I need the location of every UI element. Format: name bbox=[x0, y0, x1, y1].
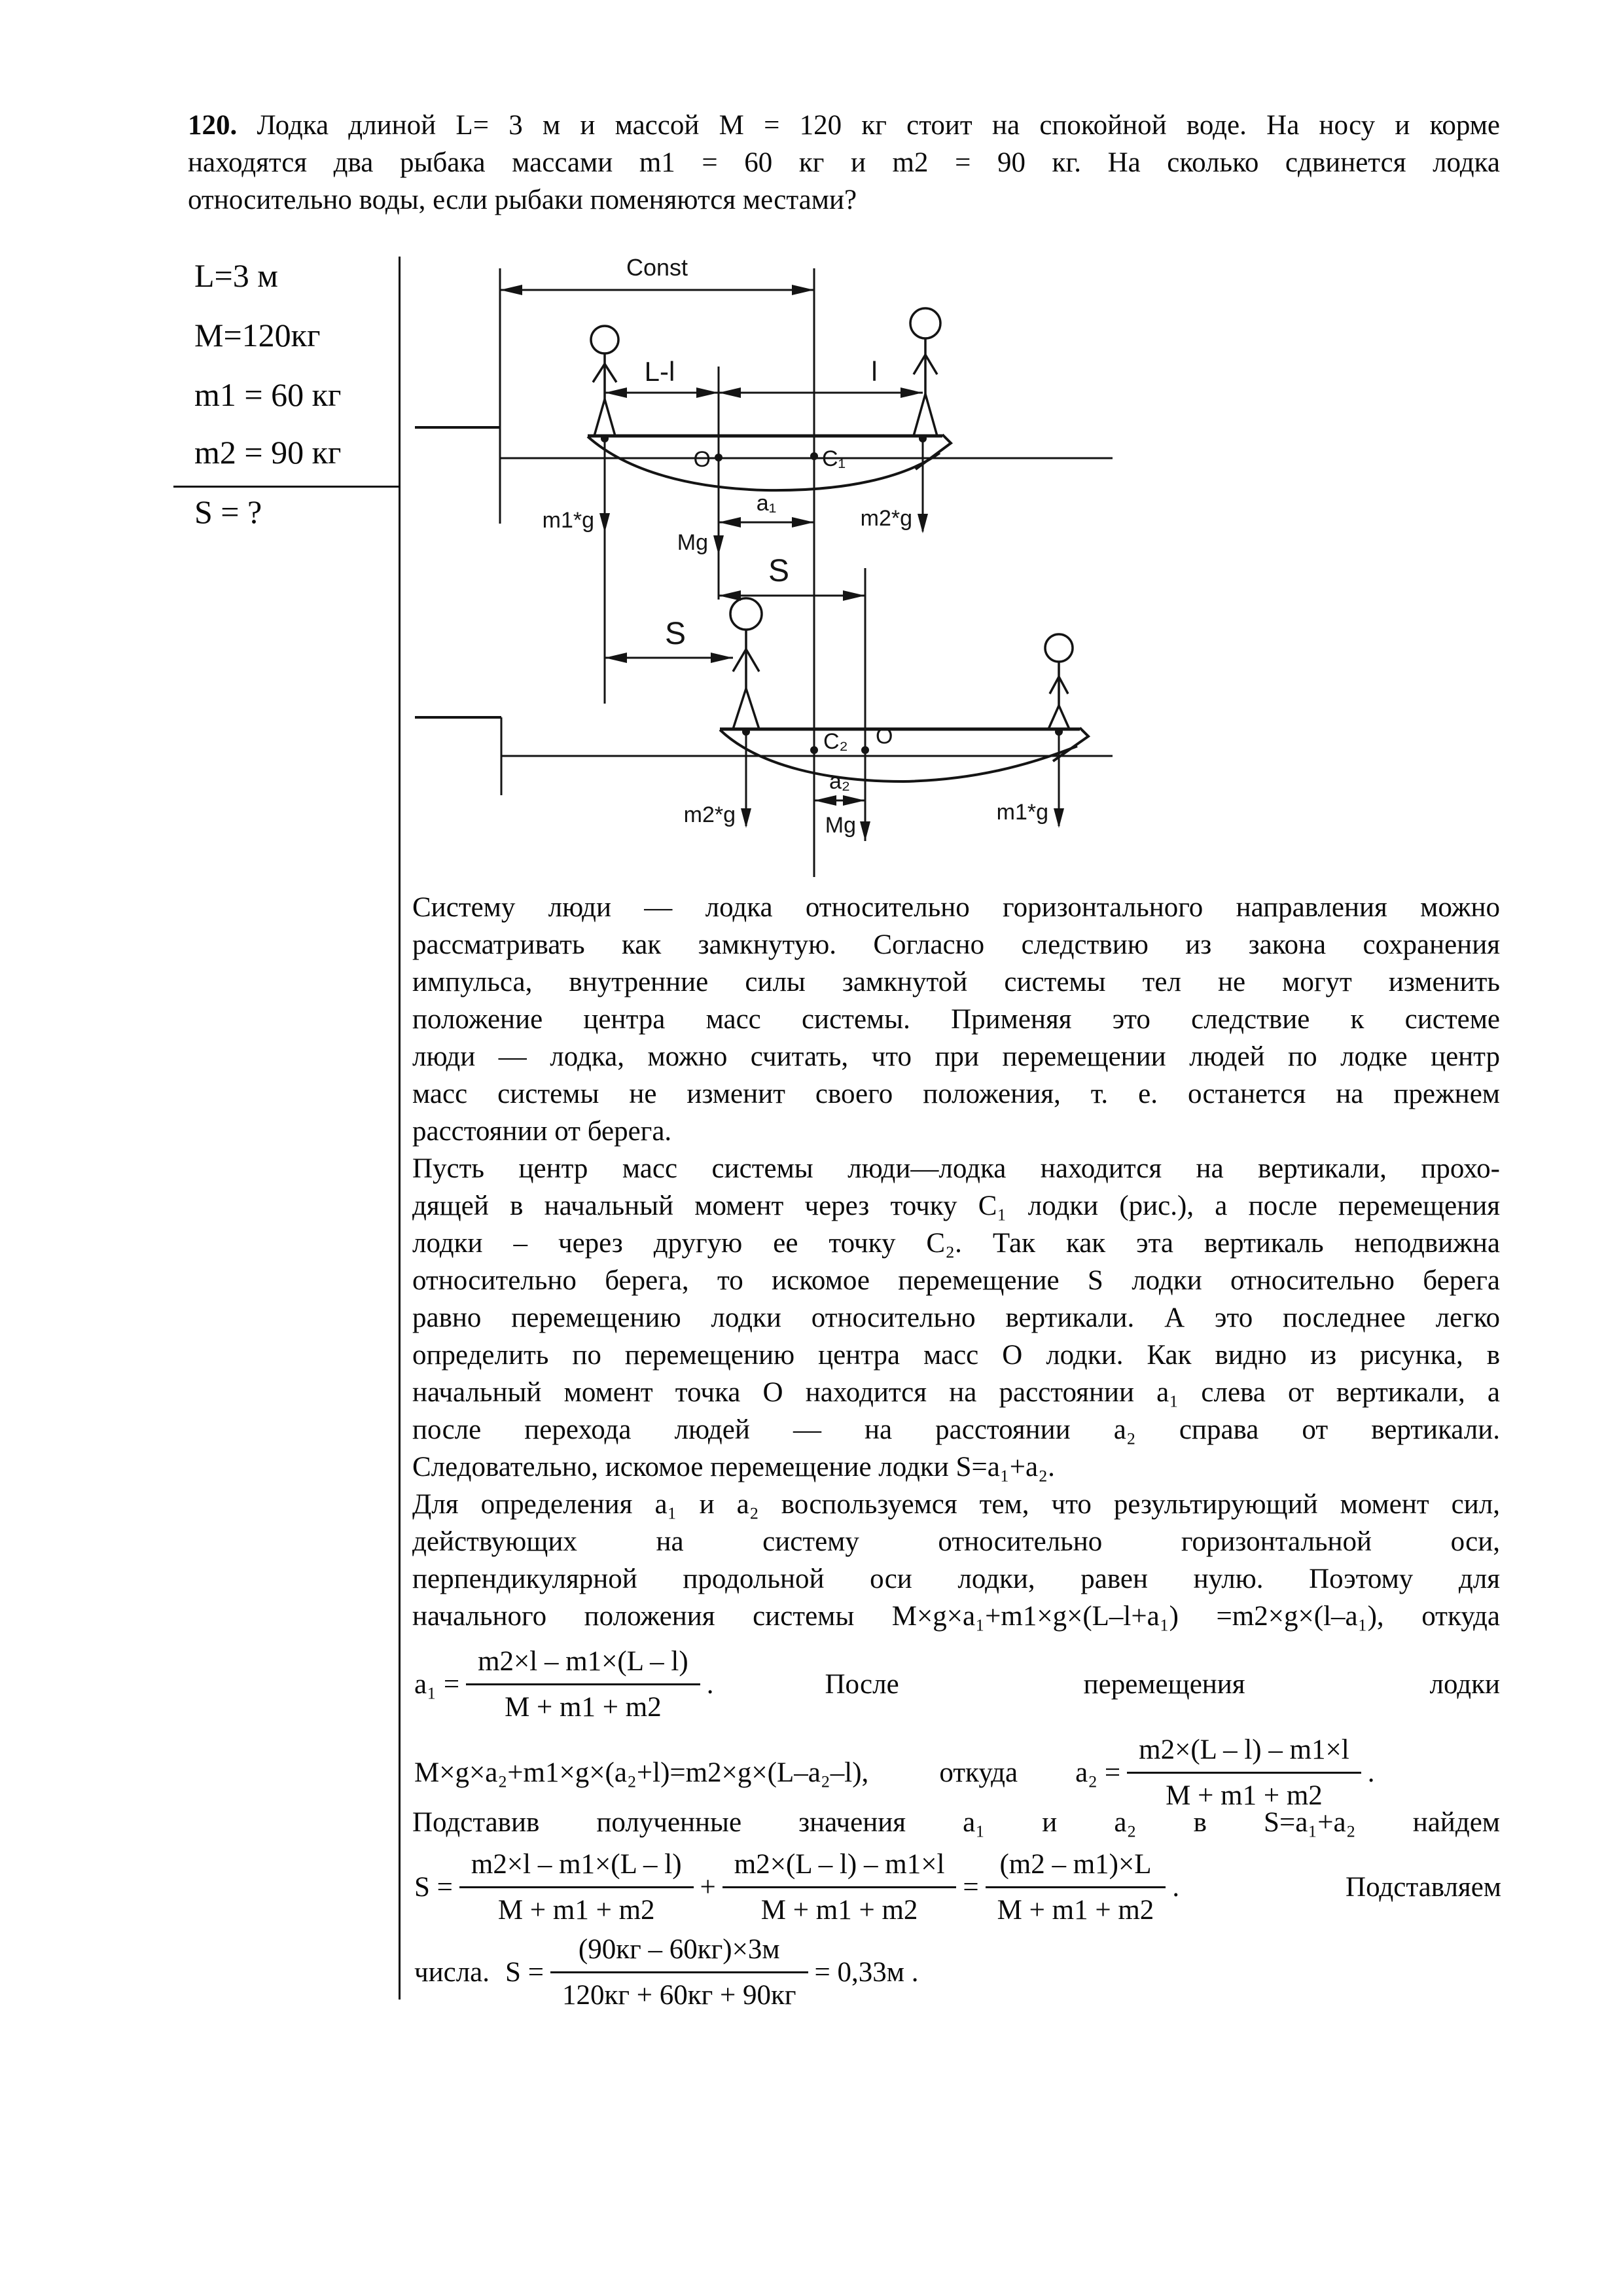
answer-result: = 0,33м . bbox=[814, 1956, 919, 1988]
figure-leg bbox=[605, 399, 615, 436]
figure-arm bbox=[605, 364, 616, 382]
l-label: l bbox=[871, 356, 878, 387]
fraction-denominator: M + m1 + m2 bbox=[1166, 1780, 1323, 1811]
figure-arm bbox=[1059, 677, 1068, 694]
S-fraction-3 bbox=[986, 1847, 1166, 1928]
given-separator-line bbox=[173, 486, 401, 488]
solution-line: Пусть центр масс системы люди—лодка находится на вертикали, прохо- bbox=[412, 1153, 1500, 1184]
m1g-arrowhead-2 bbox=[1054, 808, 1064, 828]
solution-line: относительно берега, то искомое перемещение S лодки относительно берега bbox=[412, 1265, 1500, 1296]
upper-boat-scene bbox=[415, 254, 1113, 877]
a1-fraction bbox=[466, 1644, 700, 1725]
m1g-label: m1*g bbox=[542, 508, 594, 533]
problem-line: находятся два рыбака массами m1 = 60 кг и m2 = 90 кг. На сколько сдвинется лодка bbox=[188, 147, 1500, 178]
fraction-numerator: (90кг – 60кг)×3м bbox=[550, 1932, 808, 1973]
point-O2-dot bbox=[861, 746, 869, 754]
point-C2-dot bbox=[810, 746, 818, 754]
figure-arm bbox=[593, 364, 605, 382]
figure-arm bbox=[733, 649, 746, 672]
m2g-label-2: m2*g bbox=[683, 802, 736, 827]
problem-number: 120. bbox=[188, 110, 238, 141]
fraction-denominator: M + m1 + m2 bbox=[997, 1894, 1154, 1926]
m2g-arrowhead bbox=[918, 514, 928, 533]
period: . bbox=[1367, 1757, 1375, 1788]
word-chisla: числа. bbox=[414, 1956, 490, 1988]
word-podstavlyaem: Подставляем bbox=[1346, 1871, 1501, 1903]
point-C2-label: C₂ bbox=[823, 729, 848, 754]
point-C1-dot bbox=[810, 452, 818, 460]
solution-paragraph-2 bbox=[412, 1150, 1500, 1486]
problem-statement bbox=[188, 107, 1500, 219]
solution-line: масс системы не изменит своего положения, т. е. останется на прежнем bbox=[412, 1079, 1500, 1109]
S-lhs: S = bbox=[414, 1871, 453, 1903]
given-item: L=3 м bbox=[194, 257, 278, 294]
answer-fraction bbox=[550, 1932, 808, 2013]
fraction-denominator: 120кг + 60кг + 90кг bbox=[562, 1979, 796, 2011]
figure-leg bbox=[746, 689, 759, 729]
figure-leg bbox=[594, 399, 605, 436]
solution-line: положение центра масс системы. Применяя это следствие к системе bbox=[412, 1004, 1500, 1035]
a1-label: a₁ bbox=[756, 491, 777, 516]
fraction-denominator: M + m1 + m2 bbox=[505, 1691, 662, 1723]
m1g-label-2: m1*g bbox=[996, 800, 1048, 825]
solution-line: определить по перемещению центра масс O лодки. Как видно из рисунка, в bbox=[412, 1340, 1500, 1371]
word: перемещения bbox=[1083, 1668, 1245, 1700]
solution-line: рассматривать как замкнутую. Согласно следствию из закона сохранения bbox=[412, 929, 1500, 960]
word: После bbox=[825, 1668, 899, 1700]
figure-leg bbox=[733, 689, 746, 729]
solution-line: после перехода людей — на расстоянии a₂ справа от вертикали. bbox=[412, 1414, 1500, 1445]
fraction-numerator: m2×(L – l) – m1×l bbox=[722, 1847, 957, 1888]
const-label: Const bbox=[626, 254, 688, 281]
fraction-denominator: M + m1 + m2 bbox=[760, 1894, 918, 1926]
S-left-label: S bbox=[664, 617, 687, 651]
figure-arm bbox=[925, 355, 937, 374]
after-a1-words bbox=[825, 1668, 1500, 1700]
S-top-label: S bbox=[768, 554, 790, 588]
solution-line: перпендикулярной продольной оси лодки, равен нулю. Поэтому для bbox=[412, 1564, 1500, 1594]
solution-paragraph-1 bbox=[412, 889, 1500, 1150]
point-C1-label: C₁ bbox=[822, 446, 846, 471]
word: лодки bbox=[1429, 1668, 1500, 1700]
solution-line: равно перемещению лодки относительно вертикали. А это последнее легко bbox=[412, 1302, 1500, 1333]
given-question: S = ? bbox=[194, 493, 262, 530]
fisherman-m2-figure bbox=[910, 308, 940, 436]
moment-equation: M×g×a₂+m1×g×(a₂+l)=m2×g×(L–a₂–l), bbox=[414, 1757, 869, 1788]
point-O-dot bbox=[715, 454, 722, 461]
period: . bbox=[1172, 1871, 1180, 1903]
figure-arm bbox=[1050, 677, 1059, 694]
substitute-line: Подставив полученные значения a₁ и a₂ в S=a₁+a₂ найдем bbox=[412, 1807, 1500, 1838]
figure-head bbox=[910, 308, 940, 338]
fisherman-m1-figure-moved bbox=[1045, 634, 1073, 729]
solution-line: действующих на систему относительно горизонтальной оси, bbox=[412, 1526, 1500, 1557]
figure-head bbox=[730, 598, 762, 630]
lower-boat-scene bbox=[415, 598, 1113, 841]
figure-arm bbox=[746, 649, 759, 672]
period: . bbox=[706, 1668, 714, 1700]
solution-line: Следовательно, искомое перемещение лодки S=a₁+a₂. bbox=[412, 1452, 1055, 1482]
Mg-label: Mg bbox=[677, 530, 708, 555]
fraction-numerator: (m2 – m1)×L bbox=[986, 1847, 1166, 1888]
given-item: m1 = 60 кг bbox=[194, 376, 342, 413]
solution-line: люди — лодка, можно считать, что при перемещении людей по лодке центр bbox=[412, 1041, 1500, 1072]
a2-fraction bbox=[1127, 1732, 1361, 1813]
formula-a1-row bbox=[414, 1635, 1500, 1733]
figure-leg bbox=[925, 394, 937, 436]
point-O-label: O bbox=[693, 447, 711, 472]
solution-line: начального положения системы M×g×a₁+m1×g×(L–l+a₁) =m2×g×(l–a₁), откуда bbox=[412, 1601, 1500, 1632]
solution-line: дящей в начальный момент через точку C₁ лодки (рис.), а после перемещения bbox=[412, 1191, 1500, 1221]
figure-head bbox=[591, 326, 618, 353]
figure-head bbox=[1045, 634, 1073, 662]
formula-answer-row bbox=[414, 1929, 1501, 2015]
S-lhs: S = bbox=[505, 1956, 544, 1988]
boat-hull-curve bbox=[588, 437, 940, 490]
a1-lhs: a₁ = bbox=[414, 1668, 460, 1700]
m2g-arrowhead-2 bbox=[741, 808, 751, 828]
fisherman-m2-figure-moved bbox=[730, 598, 762, 729]
solution-line: импульса, внутренние силы замкнутой системы тел не могут изменить bbox=[412, 967, 1500, 997]
solution-line: Для определения a₁ и a₂ воспользуемся тем, что результирующий момент сил, bbox=[412, 1489, 1500, 1520]
S-fraction-1 bbox=[459, 1847, 694, 1928]
fraction-denominator: M + m1 + m2 bbox=[497, 1894, 655, 1926]
plus-sign: + bbox=[700, 1871, 716, 1903]
m1g-arrowhead bbox=[599, 513, 610, 533]
a2-lhs: a₂ = bbox=[1075, 1757, 1121, 1788]
point-O2-label: O bbox=[876, 724, 893, 749]
Mg-label-2: Mg bbox=[825, 813, 856, 838]
given-item: M=120кг bbox=[194, 317, 321, 353]
problem-line: относительно воды, если рыбаки поменяются местами? bbox=[188, 185, 857, 215]
figure-leg bbox=[914, 394, 925, 436]
fraction-numerator: m2×(L – l) – m1×l bbox=[1127, 1732, 1361, 1774]
given-item: m2 = 90 кг bbox=[194, 434, 342, 471]
formula-S-row bbox=[414, 1844, 1501, 1929]
fisherman-m1-figure bbox=[591, 326, 618, 436]
fraction-numerator: m2×l – m1×(L – l) bbox=[459, 1847, 694, 1888]
solution-line: Систему люди — лодка относительно горизонтального направления можно bbox=[412, 892, 1500, 923]
Mg-arrowhead bbox=[713, 535, 724, 555]
fraction-numerator: m2×l – m1×(L – l) bbox=[466, 1644, 700, 1685]
figure-leg bbox=[1059, 706, 1069, 729]
S-fraction-2 bbox=[722, 1847, 957, 1928]
Mg-arrowhead-2 bbox=[860, 821, 870, 841]
solution-line: расстоянии от берега. bbox=[412, 1116, 672, 1147]
equals-sign: = bbox=[963, 1871, 979, 1903]
figure-arm bbox=[914, 355, 925, 374]
word-otkuda: откуда bbox=[939, 1757, 1018, 1788]
a2-label: a₂ bbox=[829, 769, 851, 794]
solution-line: начальный момент точка O находится на расстоянии a₁ слева от вертикали, а bbox=[412, 1377, 1500, 1408]
m2g-label: m2*g bbox=[860, 506, 912, 531]
problem-line bbox=[188, 107, 1500, 144]
boat-forces-diagram bbox=[393, 249, 1139, 975]
L-minus-l-label: L-l bbox=[644, 356, 675, 387]
solution-paragraph-3 bbox=[412, 1486, 1500, 1635]
problem-text: Лодка длиной L= 3 м и массой М = 120 кг стоит на спокойной воде. На носу и корме bbox=[257, 110, 1500, 141]
figure-leg bbox=[1048, 706, 1059, 729]
solution-line: лодки – через другую ее точку C₂. Так как эта вертикаль неподвижна bbox=[412, 1228, 1500, 1259]
